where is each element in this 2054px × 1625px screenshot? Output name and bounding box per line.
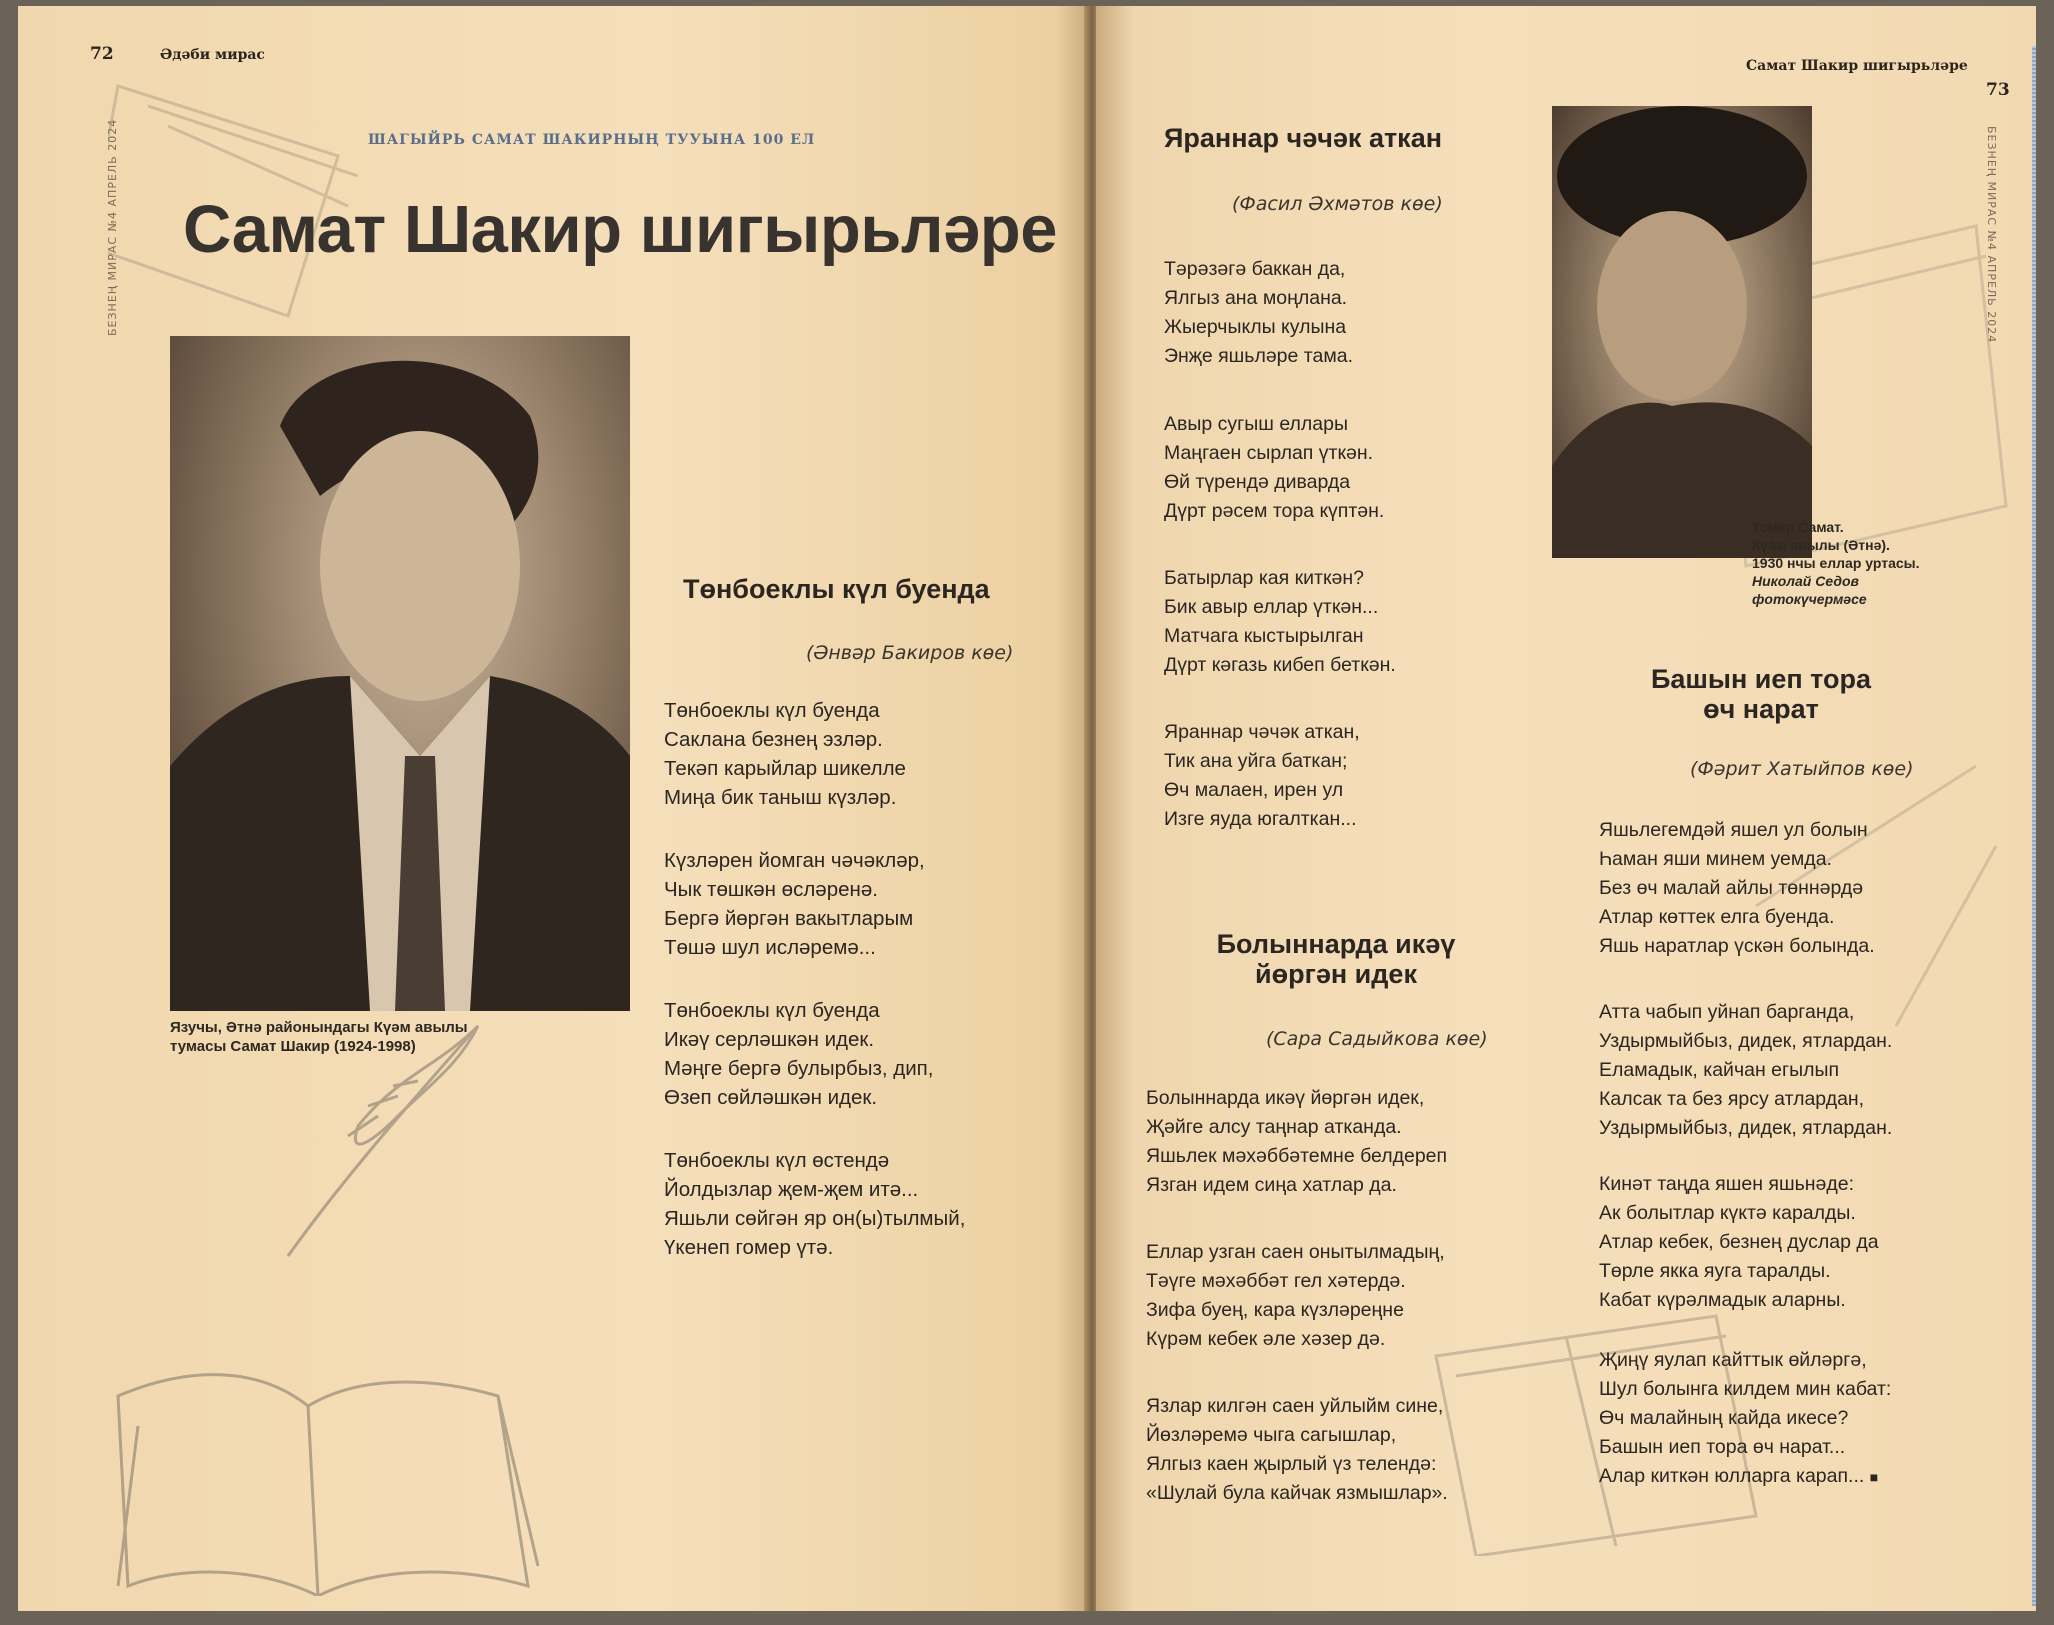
verse-line: Маңгаен сырлап үткән. <box>1164 442 1374 464</box>
title-line: Башын иеп тора <box>1650 664 1872 694</box>
verse-line: Тәүге мәхәббәт гел хәтердә. <box>1146 1270 1406 1292</box>
verse-line: Болыннарда икәү йөргән идек, <box>1146 1087 1425 1109</box>
poem-stanza <box>1164 718 1360 834</box>
verse-line: Чык төшкән өсләренә. <box>664 878 878 901</box>
verse-line: Кабат күрәлмадык аларны. <box>1599 1289 1846 1311</box>
caption-line: Күәм авылы (Әтнә). <box>1752 537 1890 553</box>
verse-line: Изге яуда югалткан... <box>1164 808 1357 830</box>
poem-composer: (Фәрит Хатыйпов көе) <box>1690 758 1914 780</box>
verse-line: Бик авыр еллар үткән... <box>1164 596 1379 618</box>
verse-line: Шул болынга килдем мин кабат: <box>1599 1378 1892 1400</box>
verse-line: Төнбоеклы күл буенда <box>664 699 880 722</box>
end-of-article-mark: ■ <box>1869 1469 1879 1485</box>
running-head-left: Әдәби мирас <box>160 47 265 63</box>
title-line: йөргән идек <box>1255 959 1417 989</box>
poem-stanza <box>1599 816 1875 961</box>
verse-line: Тәрәзәгә баккан да, <box>1164 258 1346 280</box>
vertical-issue-text-left: БЕЗНЕҢ МИРАС №4 АПРЕЛЬ 2024 <box>106 118 119 336</box>
verse-line: Дүрт рәсем тора күптән. <box>1164 500 1385 522</box>
poem-stanza <box>1164 410 1384 526</box>
verse-line: Миңа бик таныш күзләр. <box>664 786 897 809</box>
poem-composer: (Әнвәр Бакиров көе) <box>806 642 1014 664</box>
verse-line: Уздырмыйбыз, дидек, ятлардан. <box>1599 1117 1893 1139</box>
verse-line: Яшь наратлар үскән болында. <box>1599 935 1875 957</box>
title-line: өч нарат <box>1703 694 1819 724</box>
title-line: Болыннарда икәү <box>1216 929 1456 959</box>
verse-line: Язган идем сиңа хатлар да. <box>1146 1174 1397 1196</box>
caption-line: 1930 нчы еллар уртасы. <box>1752 555 1920 571</box>
poem-title: Яраннар чәчәк аткан <box>1164 123 1443 153</box>
boy-photo-caption <box>1752 518 1920 608</box>
poem-composer: (Фасил Әхмәтов көе) <box>1232 193 1443 215</box>
poem-stanza <box>1599 998 1892 1143</box>
verse-line: Мәңге бергә булырбыз, дип, <box>664 1057 934 1080</box>
verse-line: Энҗе яшьләре тама. <box>1164 345 1354 367</box>
running-head-right: Самат Шакир шигырьләре <box>1746 58 1968 74</box>
magazine-spread <box>18 6 2038 1616</box>
verse-line: Йолдызлар җем-җем итә... <box>664 1178 919 1201</box>
verse-line: Текәп карыйлар шикелле <box>664 757 906 780</box>
verse-line: Атта чабып уйнап барганда, <box>1599 1001 1855 1023</box>
verse-line: Өй түрендә диварда <box>1164 471 1351 493</box>
poem-stanza <box>664 846 925 962</box>
portrait-caption <box>170 1018 468 1056</box>
verse-line: Өзеп сөйләшкән идек. <box>664 1086 878 1109</box>
verse-line: Батырлар кая киткән? <box>1164 567 1364 589</box>
verse-line: Өч малаен, ирен ул <box>1164 779 1344 801</box>
verse-line: Ак болытлар күктә каралды. <box>1599 1202 1856 1224</box>
verse-line: Дүрт кәгазь кибеп беткән. <box>1164 654 1396 676</box>
series-kicker: ШАГЫЙРЬ САМАТ ШАКИРНЫҢ ТУУЫНА 100 ЕЛ <box>368 132 816 148</box>
verse-line: Үкенеп гомер үтә. <box>664 1236 834 1259</box>
photo-credit-line: фотокүчермәсе <box>1752 591 1867 607</box>
verse-line: Башын иеп тора өч нарат... <box>1599 1436 1846 1458</box>
boy-silhouette <box>1552 106 1812 558</box>
verse-line: Без өч малай айлы төннәрдә <box>1599 877 1864 899</box>
caption-line: тумасы Самат Шакир (1924-1998) <box>170 1038 416 1055</box>
verse-line: Яраннар чәчәк аткан, <box>1164 721 1360 743</box>
vertical-issue-text-right: БЕЗНЕҢ МИРАС №4 АПРЕЛЬ 2024 <box>1985 126 1998 344</box>
caption-line: Үсмер Самат. <box>1752 519 1844 535</box>
poem-title <box>1626 664 1896 724</box>
verse-line: Төрле якка яуга таралды. <box>1599 1260 1831 1282</box>
verse-line-text: Алар киткән юлларга карап... <box>1599 1465 1865 1487</box>
verse-line: Төнбоеклы күл буенда <box>664 999 880 1022</box>
verse-line: Яшьлек мәхәббәтемне белдереп <box>1146 1145 1448 1167</box>
verse-line: Өч малайның кайда икесе? <box>1599 1407 1849 1429</box>
verse-line: Жыерчыклы кулына <box>1164 316 1347 338</box>
verse-line: Һаман яши минем уемда. <box>1599 848 1832 870</box>
poem-stanza <box>664 996 933 1112</box>
verse-line: Авыр сугыш еллары <box>1164 413 1348 435</box>
caption-line: Язучы, Әтнә районындагы Күәм авылы <box>170 1019 468 1036</box>
verse-line: Күзләрен йомган чәчәкләр, <box>664 849 925 872</box>
poem-stanza <box>664 1146 965 1262</box>
page-edge <box>2032 46 2036 1606</box>
verse-line: Яшьлегемдәй яшел ул болын <box>1599 819 1868 841</box>
verse-line: Җиңү яулап кайттык өйләргә, <box>1599 1349 1867 1371</box>
verse-line: Күрәм кебек әле хәзер дә. <box>1146 1328 1386 1350</box>
poem-stanza <box>1146 1238 1445 1354</box>
left-page <box>18 6 1088 1611</box>
verse-line <box>1599 1462 1891 1491</box>
verse-line: Зифа буең, кара күзләреңне <box>1146 1299 1404 1321</box>
article-title: Самат Шакир шигырьләре <box>183 192 1057 267</box>
verse-line: «Шулай була кайчак язмышлар». <box>1146 1482 1448 1504</box>
poem-stanza <box>1599 1346 1891 1491</box>
photo-credit-line: Николай Седов <box>1752 573 1859 589</box>
verse-line: Яшьли сөйгән яр он(ы)тылмый, <box>664 1207 966 1230</box>
verse-line: Калсак та без ярсу атлардан, <box>1599 1088 1865 1110</box>
poem-stanza <box>664 696 906 812</box>
portrait-silhouette <box>170 336 630 1011</box>
poem-title: Төнбоеклы күл буенда <box>683 574 990 604</box>
sketch-open-book <box>98 1336 598 1596</box>
verse-line: Атлар кебек, безнең дуслар да <box>1599 1231 1879 1253</box>
verse-line: Матчага кыстырылган <box>1164 625 1364 647</box>
verse-line: Кинәт таңда яшен яшьнәде: <box>1599 1173 1855 1195</box>
poem-title <box>1186 929 1486 989</box>
right-page <box>1096 6 2036 1611</box>
verse-line: Ялгыз каен җырлый үз телендә: <box>1146 1453 1437 1475</box>
verse-line: Төнбоеклы күл өстендә <box>664 1149 890 1172</box>
poem-stanza <box>1599 1170 1879 1315</box>
poem-stanza <box>1146 1392 1448 1508</box>
verse-line: Тик ана уйга баткан; <box>1164 750 1348 772</box>
verse-line: Еллар узган саен онытылмадың, <box>1146 1241 1445 1263</box>
verse-line: Йөзләремә чыга сагышлар, <box>1146 1424 1397 1446</box>
verse-line: Уздырмыйбыз, дидек, ятлардан. <box>1599 1030 1893 1052</box>
page-number-right: 73 <box>1986 80 2010 100</box>
poem-stanza <box>1146 1084 1447 1200</box>
verse-line: Икәү серләшкән идек. <box>664 1028 875 1051</box>
verse-line: Саклана безнең эзләр. <box>664 728 883 751</box>
poem-stanza <box>1164 564 1396 680</box>
verse-line: Җәйге алсу таңнар атканда. <box>1146 1116 1402 1138</box>
verse-line: Язлар килгән саен уйлыйм сине, <box>1146 1395 1444 1417</box>
page-number-left: 72 <box>90 44 114 64</box>
verse-line: Бергә йөргән вакытларым <box>664 907 914 930</box>
portrait-photo-samat-shakir <box>170 336 630 1011</box>
verse-line: Төшә шул исләремә... <box>664 936 876 959</box>
poem-composer: (Сара Садыйкова көе) <box>1266 1028 1488 1050</box>
verse-line: Атлар көттек елга буенда. <box>1599 906 1835 928</box>
verse-line: Ялгыз ана моңлана. <box>1164 287 1348 309</box>
verse-line: Еламадык, кайчан егылып <box>1599 1059 1840 1081</box>
poem-stanza <box>1164 255 1353 371</box>
photo-young-samat <box>1552 106 1812 558</box>
